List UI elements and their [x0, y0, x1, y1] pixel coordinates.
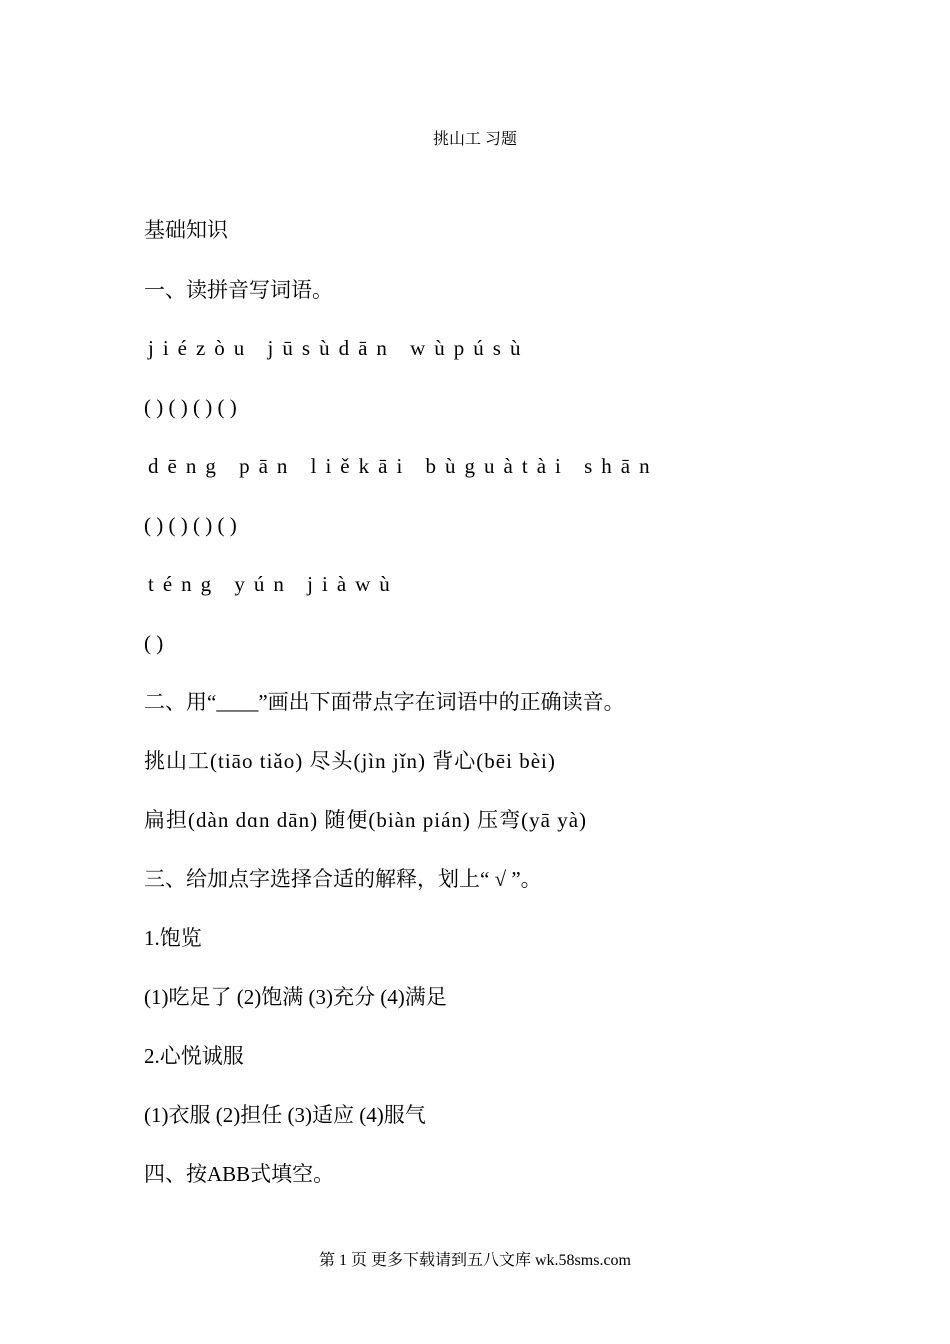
question-3-heading: 三、给加点字选择合适的解释，划上“ √ ”。	[144, 867, 542, 891]
answer-blanks-row-2: ( ) ( ) ( ) ( )	[144, 513, 237, 537]
pronunciation-row-2: 扁担(dàn dɑn dān) 随便(biàn pián) 压弯(yā yà)	[144, 808, 588, 832]
question-1-heading: 一、读拼音写词语。	[144, 278, 333, 302]
question-4-heading: 四、按ABB式填空。	[144, 1162, 335, 1186]
section-heading-basics: 基础知识	[144, 218, 228, 242]
item-2-word: 2.心悦诚服	[144, 1044, 244, 1068]
item-1-word: 1.饱览	[144, 926, 202, 950]
item-2-options: (1)衣服 (2)担任 (3)适应 (4)服气	[144, 1103, 426, 1127]
item-1-options: (1)吃足了 (2)饱满 (3)充分 (4)满足	[144, 985, 447, 1009]
pinyin-row-3: téng yún jiàwù	[148, 572, 399, 596]
page-footer: 第 1 页 更多下载请到五八文库 wk.58sms.com	[318, 1252, 631, 1269]
answer-blanks-row-3: ( )	[144, 631, 164, 655]
document-title: 挑山工 习题	[432, 131, 517, 148]
pinyin-row-1: jiézòu jūsùdān wùpúsù	[148, 336, 530, 360]
pronunciation-row-1: 挑山工(tiāo tiǎo) 尽头(jìn jǐn) 背心(bēi bèi)	[144, 749, 556, 773]
pinyin-row-2: dēng pān liěkāi bùguàtài shān	[148, 454, 659, 478]
answer-blanks-row-1: ( ) ( ) ( ) ( )	[144, 395, 237, 419]
question-2-heading: 二、用“____”画出下面带点字在词语中的正确读音。	[144, 690, 625, 714]
